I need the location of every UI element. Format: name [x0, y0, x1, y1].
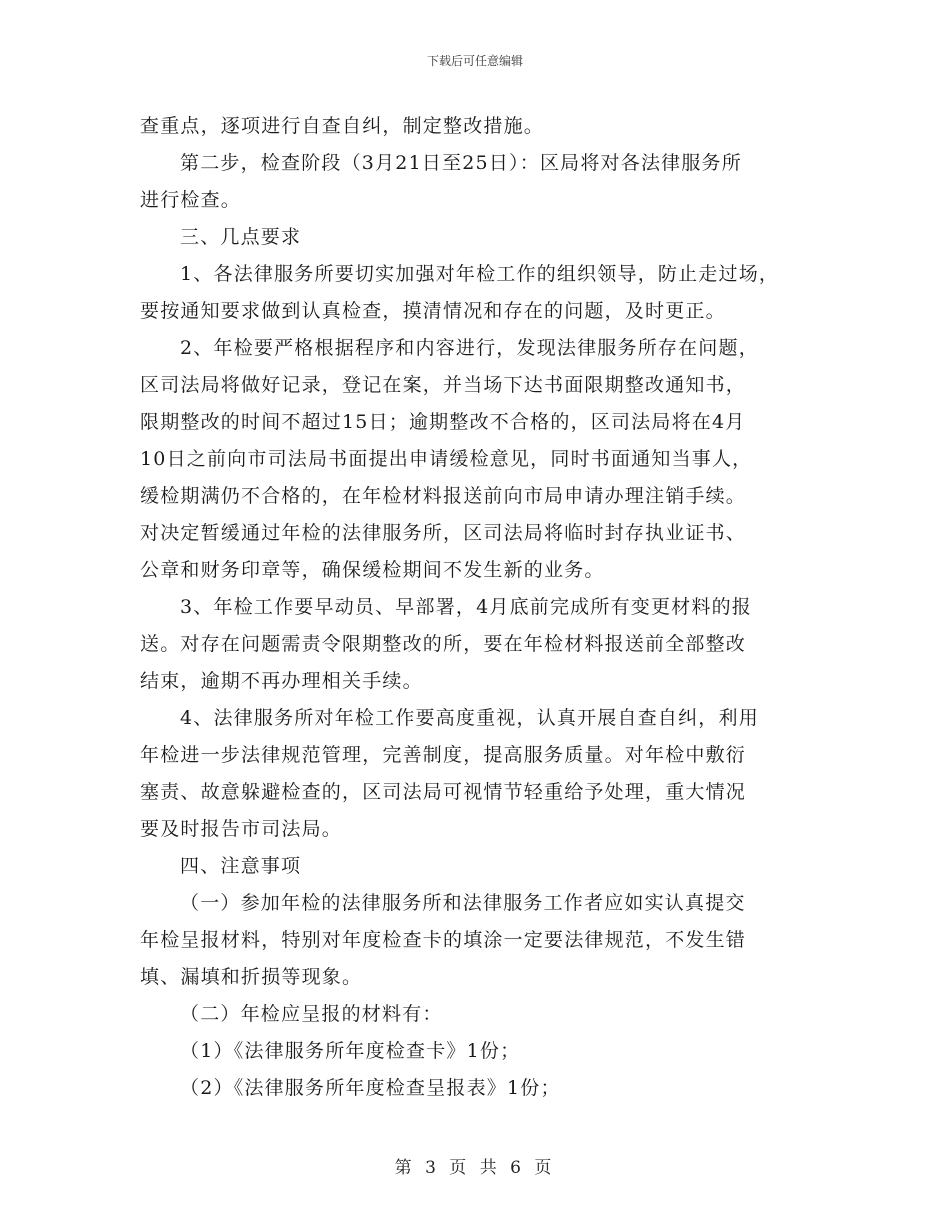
paragraph-line: 查重点，逐项进行自查自纠，制定整改措施。: [140, 115, 545, 137]
section-heading: 四、注意事项: [180, 855, 302, 877]
paragraph-line: 年检呈报材料，特别对年度检查卡的填涂一定要法律规范，不发生错: [140, 929, 747, 951]
paragraph-line: 第二步，检查阶段（3月21日至25日）：区局将对各法律服务所: [180, 152, 742, 174]
paragraph-line: 公章和财务印章等，确保缓检期间不发生新的业务。: [140, 559, 605, 581]
paragraph-line: （一）参加年检的法律服务所和法律服务工作者应如实认真提交: [180, 892, 746, 914]
paragraph-line: 1、各法律服务所要切实加强对年检工作的组织领导，防止走过场，: [180, 263, 780, 285]
list-item: （2）《法律服务所年度检查呈报表》1份；: [180, 1077, 561, 1099]
paragraph-line: 进行检查。: [140, 189, 242, 211]
paragraph-line: 限期整改的时间不超过15日；逾期整改不合格的，区司法局将在4月: [140, 411, 746, 433]
paragraph-line: 要及时报告市司法局。: [140, 818, 343, 840]
paragraph-line: 年检进一步法律规范管理，完善制度，提高服务质量。对年检中敷衍: [140, 744, 747, 766]
paragraph-line: 要按通知要求做到认真检查，摸清情况和存在的问题，及时更正。: [140, 300, 726, 322]
document-body: [140, 108, 820, 1107]
paragraph-line: 结束，逾期不再办理相关手续。: [140, 670, 423, 692]
paragraph-line: （二）年检应呈报的材料有：: [180, 1003, 443, 1025]
list-item: （1）《法律服务所年度检查卡》1份；: [180, 1040, 521, 1062]
paragraph-line: 区司法局将做好记录，登记在案，并当场下达书面限期整改通知书，: [140, 374, 747, 396]
paragraph-line: 填、漏填和折损等现象。: [140, 966, 363, 988]
paragraph-line: 对决定暂缓通过年检的法律服务所，区司法局将临时封存执业证书、: [140, 522, 747, 544]
paragraph-line: 4、法律服务所对年检工作要高度重视，认真开展自查自纠，利用: [180, 707, 759, 729]
paragraph-line: 2、年检要严格根据程序和内容进行，发现法律服务所存在问题，: [180, 337, 759, 359]
paragraph-line: 塞责、故意躲避检查的，区司法局可视情节轻重给予处理，重大情况: [140, 781, 747, 803]
paragraph-line: 10日之前向市司法局书面提出申请缓检意见，同时书面通知当事人，: [140, 448, 753, 470]
page-header: 下载后可任意编辑: [426, 54, 523, 68]
paragraph-line: 缓检期满仍不合格的，在年检材料报送前向市局申请办理注销手续。: [140, 485, 747, 507]
paragraph-line: 3、年检工作要早动员、早部署，4月底前完成所有变更材料的报: [180, 596, 752, 618]
paragraph-line: 送。对存在问题需责令限期整改的所，要在年检材料报送前全部整改: [140, 633, 747, 655]
page-number: 第 3 页 共 6 页: [394, 1158, 556, 1178]
section-heading: 三、几点要求: [180, 226, 302, 248]
